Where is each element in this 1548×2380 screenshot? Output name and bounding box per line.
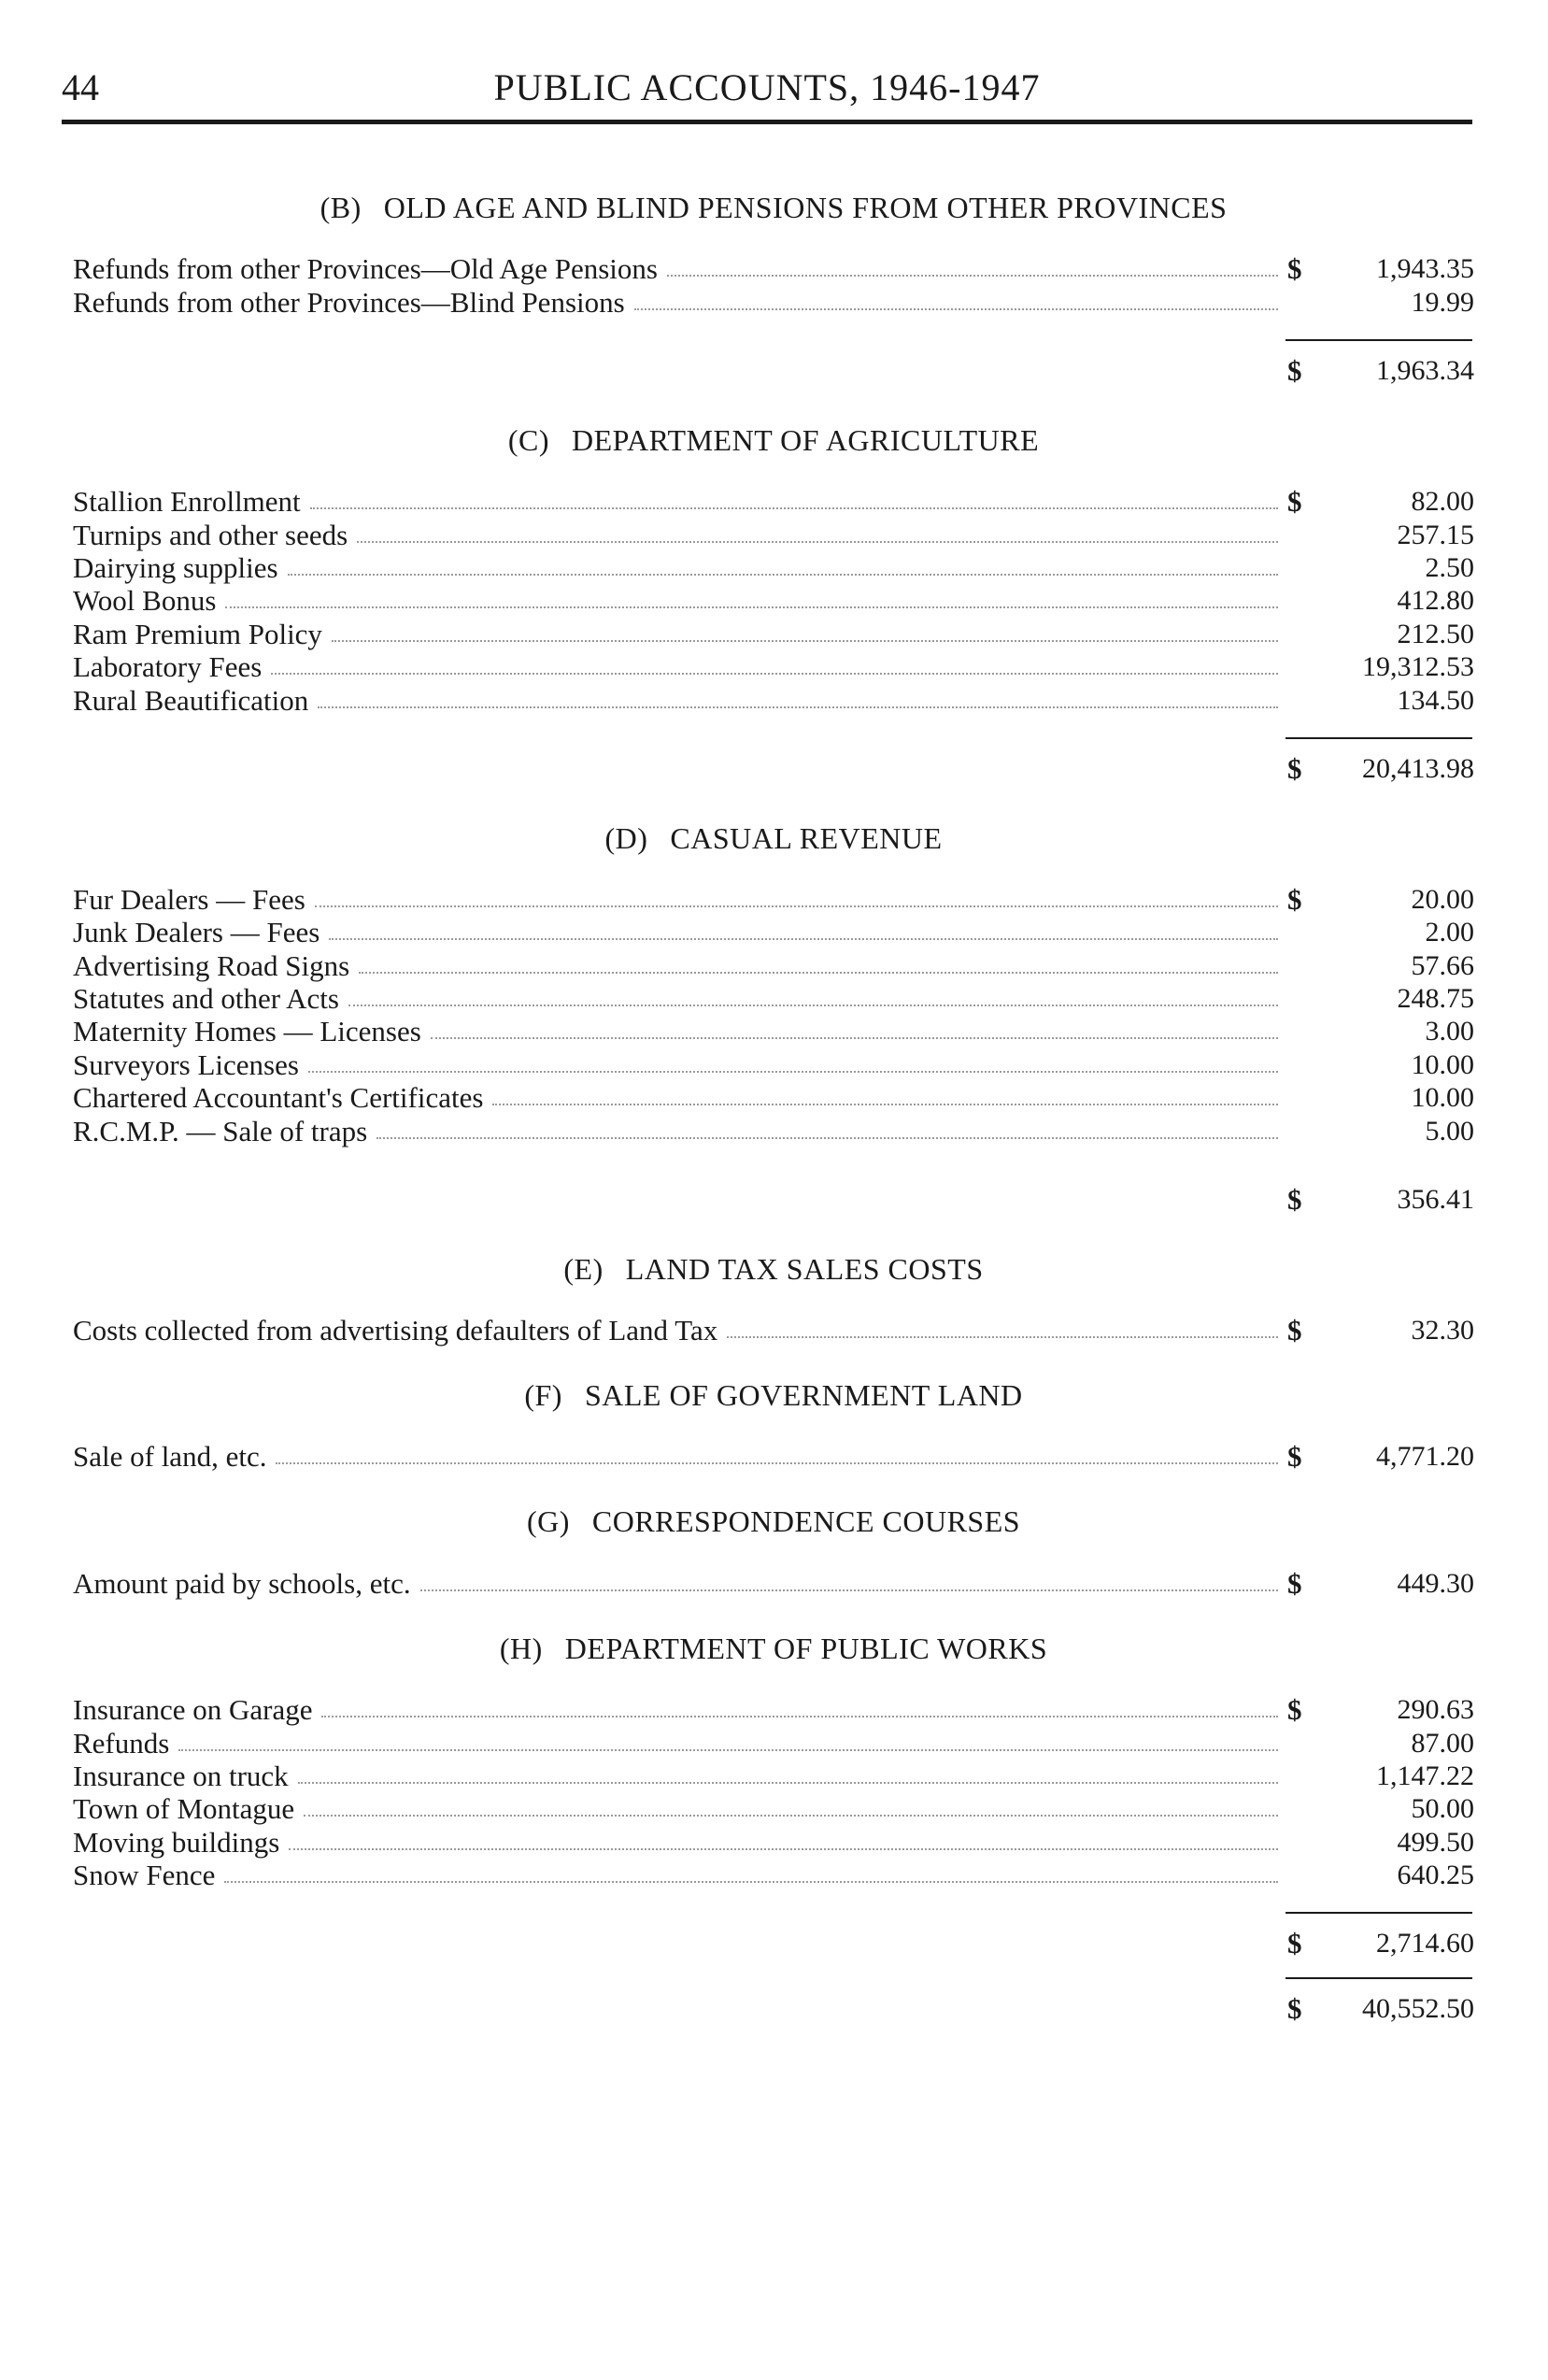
dollar-sign: $ <box>1287 1927 1302 1960</box>
section-e-title <box>73 1243 1474 1295</box>
section-d <box>73 812 1474 1230</box>
dot-leader <box>298 1782 1278 1784</box>
section-letter: (E) <box>563 1251 604 1286</box>
dollar-sign: $ <box>1287 1314 1302 1347</box>
row-label: Insurance on Garage <box>73 1693 313 1727</box>
page-header <box>62 58 1472 114</box>
total-amount: 356.41 <box>1397 1183 1474 1215</box>
ledger-row <box>73 683 1474 716</box>
row-label: Rural Beautification <box>73 683 309 717</box>
section-h-total <box>73 1912 1474 1974</box>
dot-leader <box>634 308 1278 310</box>
ledger-row <box>73 485 1474 518</box>
section-letter: (C) <box>507 422 549 457</box>
dot-leader <box>304 1815 1278 1817</box>
row-label: Junk Dealers — Fees <box>73 916 320 949</box>
row-label: Advertising Road Signs <box>73 948 350 982</box>
row-amount: 257.15 <box>1397 519 1474 550</box>
ledger-row <box>73 650 1474 683</box>
dot-leader <box>318 706 1278 708</box>
section-b-title <box>73 181 1474 234</box>
section-letter: (F) <box>524 1378 562 1413</box>
row-label: Refunds <box>73 1726 170 1760</box>
section-c-title <box>73 414 1474 466</box>
dot-leader <box>224 1881 1278 1883</box>
row-label: Costs collected from advertising defaulters of Land Tax <box>73 1314 718 1347</box>
row-amount: 19,312.53 <box>1362 651 1474 683</box>
section-g <box>73 1495 1474 1599</box>
row-label: Snow Fence <box>73 1859 216 1892</box>
total-amount: 20,413.98 <box>1362 752 1474 784</box>
ledger-row <box>73 1015 1474 1047</box>
section-f-title <box>73 1369 1474 1421</box>
row-label: Sale of land, etc. <box>73 1440 267 1474</box>
dot-leader <box>271 673 1278 675</box>
total-row <box>73 341 1474 401</box>
total-amount: 2,714.60 <box>1376 1928 1474 1960</box>
ledger-row <box>73 1859 1474 1891</box>
dot-leader <box>225 606 1278 608</box>
section-b-rows <box>73 252 1474 319</box>
ledger-row <box>73 584 1474 617</box>
dot-leader <box>276 1462 1278 1464</box>
dot-leader <box>321 1716 1278 1717</box>
section-d-total <box>73 1168 1474 1230</box>
row-label: Fur Dealers — Fees <box>73 882 305 916</box>
ledger-row <box>73 1314 1474 1347</box>
row-label: Refunds from other Provinces—Old Age Pensions <box>73 252 658 286</box>
row-amount: 82.00 <box>1411 486 1474 518</box>
row-label: R.C.M.P. — Sale of traps <box>73 1114 368 1147</box>
row-amount: 290.63 <box>1397 1694 1474 1726</box>
section-d-title <box>73 812 1474 864</box>
section-title-text: DEPARTMENT OF AGRICULTURE <box>572 422 1040 457</box>
row-amount: 87.00 <box>1411 1727 1474 1759</box>
row-amount: 20.00 <box>1411 883 1474 915</box>
section-g-title <box>73 1495 1474 1547</box>
dot-leader <box>357 541 1278 543</box>
row-label: Surveyors Licenses <box>73 1047 299 1081</box>
section-title-text: CASUAL REVENUE <box>670 820 943 855</box>
section-h-rows <box>73 1693 1474 1891</box>
grand-total-amount: 40,552.50 <box>1362 1993 1474 2025</box>
row-label: Stallion Enrollment <box>73 485 301 519</box>
header-rule <box>62 120 1472 124</box>
ledger-row <box>73 948 1474 981</box>
dot-leader <box>359 972 1278 974</box>
row-label: Statutes and other Acts <box>73 982 339 1016</box>
section-e <box>73 1243 1474 1347</box>
row-amount: 1,943.35 <box>1376 253 1474 285</box>
dot-leader <box>431 1037 1278 1039</box>
row-label: Refunds from other Provinces—Blind Pensions <box>73 285 625 319</box>
running-title: PUBLIC ACCOUNTS, 1946-1947 <box>493 66 1041 108</box>
section-title-text: LAND TAX SALES COSTS <box>625 1251 984 1286</box>
dot-leader <box>420 1589 1278 1591</box>
dot-leader <box>492 1104 1278 1105</box>
row-label: Chartered Accountant's Certificates <box>73 1081 484 1115</box>
ledger-row <box>73 883 1474 916</box>
total-row <box>73 1914 1474 1974</box>
row-label: Ram Premium Policy <box>73 617 322 650</box>
row-label: Maternity Homes — Licenses <box>73 1015 421 1048</box>
ledger-row <box>73 285 1474 318</box>
dot-leader <box>376 1137 1278 1139</box>
row-amount: 134.50 <box>1397 684 1474 716</box>
section-e-rows <box>73 1314 1474 1347</box>
row-amount: 10.00 <box>1411 1082 1474 1114</box>
row-amount: 1,147.22 <box>1376 1760 1474 1791</box>
dot-leader <box>308 1071 1278 1073</box>
dot-leader <box>727 1336 1278 1338</box>
accounts-content <box>73 168 1474 2039</box>
dot-leader <box>288 574 1278 576</box>
total-amount: 1,963.34 <box>1376 354 1474 386</box>
dollar-sign: $ <box>1287 882 1302 916</box>
page-number: 44 <box>62 66 99 108</box>
ledger-row <box>73 1566 1474 1599</box>
dot-leader <box>178 1749 1278 1751</box>
row-label: Moving buildings <box>73 1825 280 1859</box>
section-f-rows <box>73 1440 1474 1473</box>
row-amount: 248.75 <box>1397 983 1474 1015</box>
ledger-row <box>73 252 1474 285</box>
ledger-row <box>73 551 1474 584</box>
row-amount: 57.66 <box>1411 949 1474 981</box>
section-c-rows <box>73 485 1474 717</box>
dollar-sign: $ <box>1287 353 1302 387</box>
dollar-sign: $ <box>1287 751 1302 785</box>
dot-leader <box>667 275 1278 277</box>
row-amount: 50.00 <box>1411 1793 1474 1825</box>
row-amount: 3.00 <box>1425 1016 1474 1047</box>
dollar-sign: $ <box>1287 252 1302 286</box>
ledger-row <box>73 1726 1474 1759</box>
row-amount: 19.99 <box>1411 286 1474 318</box>
section-c-total <box>73 737 1474 799</box>
section-b-total <box>73 339 1474 401</box>
dollar-sign: $ <box>1287 1182 1302 1216</box>
section-letter: (D) <box>604 820 648 855</box>
row-label: Dairying supplies <box>73 550 278 584</box>
row-amount: 2.50 <box>1425 551 1474 583</box>
ledger-row <box>73 1081 1474 1114</box>
section-letter: (H) <box>499 1631 543 1665</box>
dot-leader <box>329 938 1278 940</box>
row-amount: 499.50 <box>1397 1826 1474 1858</box>
section-letter: (G) <box>526 1504 570 1539</box>
dot-leader <box>289 1848 1278 1850</box>
ledger-row <box>73 1047 1474 1080</box>
section-title-text: DEPARTMENT OF PUBLIC WORKS <box>564 1631 1048 1665</box>
row-amount: 32.30 <box>1411 1315 1474 1347</box>
row-amount: 212.50 <box>1397 618 1474 649</box>
row-amount: 5.00 <box>1425 1115 1474 1147</box>
section-letter: (B) <box>320 191 362 224</box>
dot-leader <box>332 640 1278 642</box>
dot-leader <box>315 905 1278 907</box>
ledger-row <box>73 518 1474 550</box>
dollar-sign: $ <box>1287 485 1302 519</box>
ledger-row <box>73 1114 1474 1147</box>
row-amount: 449.30 <box>1397 1567 1474 1599</box>
row-amount: 640.25 <box>1397 1860 1474 1891</box>
total-row <box>73 1170 1474 1230</box>
row-label: Town of Montague <box>73 1792 295 1826</box>
dollar-sign: $ <box>1287 1566 1302 1600</box>
row-label: Insurance on truck <box>73 1759 289 1792</box>
ledger-row <box>73 1760 1474 1792</box>
section-h-title <box>73 1622 1474 1675</box>
ledger-row <box>73 1693 1474 1726</box>
grand-total-row <box>73 1979 1474 2039</box>
dot-leader <box>310 507 1278 509</box>
ledger-row <box>73 617 1474 649</box>
dollar-sign: $ <box>1287 1992 1302 2026</box>
section-title-text: CORRESPONDENCE COURSES <box>591 1504 1021 1539</box>
section-g-rows <box>73 1566 1474 1599</box>
dollar-sign: $ <box>1287 1440 1302 1474</box>
ledger-row <box>73 1825 1474 1858</box>
section-c <box>73 414 1474 799</box>
row-amount: 10.00 <box>1411 1048 1474 1080</box>
ledger-row <box>73 916 1474 948</box>
section-title-text: SALE OF GOVERNMENT LAND <box>584 1378 1023 1413</box>
total-row <box>73 739 1474 799</box>
grand-total <box>73 1977 1474 2039</box>
section-h <box>73 1622 1474 1974</box>
row-label: Turnips and other seeds <box>73 518 348 551</box>
section-f <box>73 1369 1474 1473</box>
row-amount: 2.00 <box>1425 917 1474 948</box>
dollar-sign: $ <box>1287 1693 1302 1727</box>
dot-leader <box>348 1005 1278 1006</box>
row-amount: 4,771.20 <box>1376 1441 1474 1473</box>
ledger-row <box>73 982 1474 1015</box>
ledger-row <box>73 1792 1474 1825</box>
row-label: Amount paid by schools, etc. <box>73 1566 411 1600</box>
section-title-text: OLD AGE AND BLIND PENSIONS FROM OTHER PROVINCES <box>383 191 1228 224</box>
section-d-rows <box>73 883 1474 1147</box>
row-label: Laboratory Fees <box>73 650 263 684</box>
section-b <box>73 181 1474 401</box>
row-label: Wool Bonus <box>73 584 217 618</box>
row-amount: 412.80 <box>1397 585 1474 617</box>
ledger-row <box>73 1440 1474 1473</box>
